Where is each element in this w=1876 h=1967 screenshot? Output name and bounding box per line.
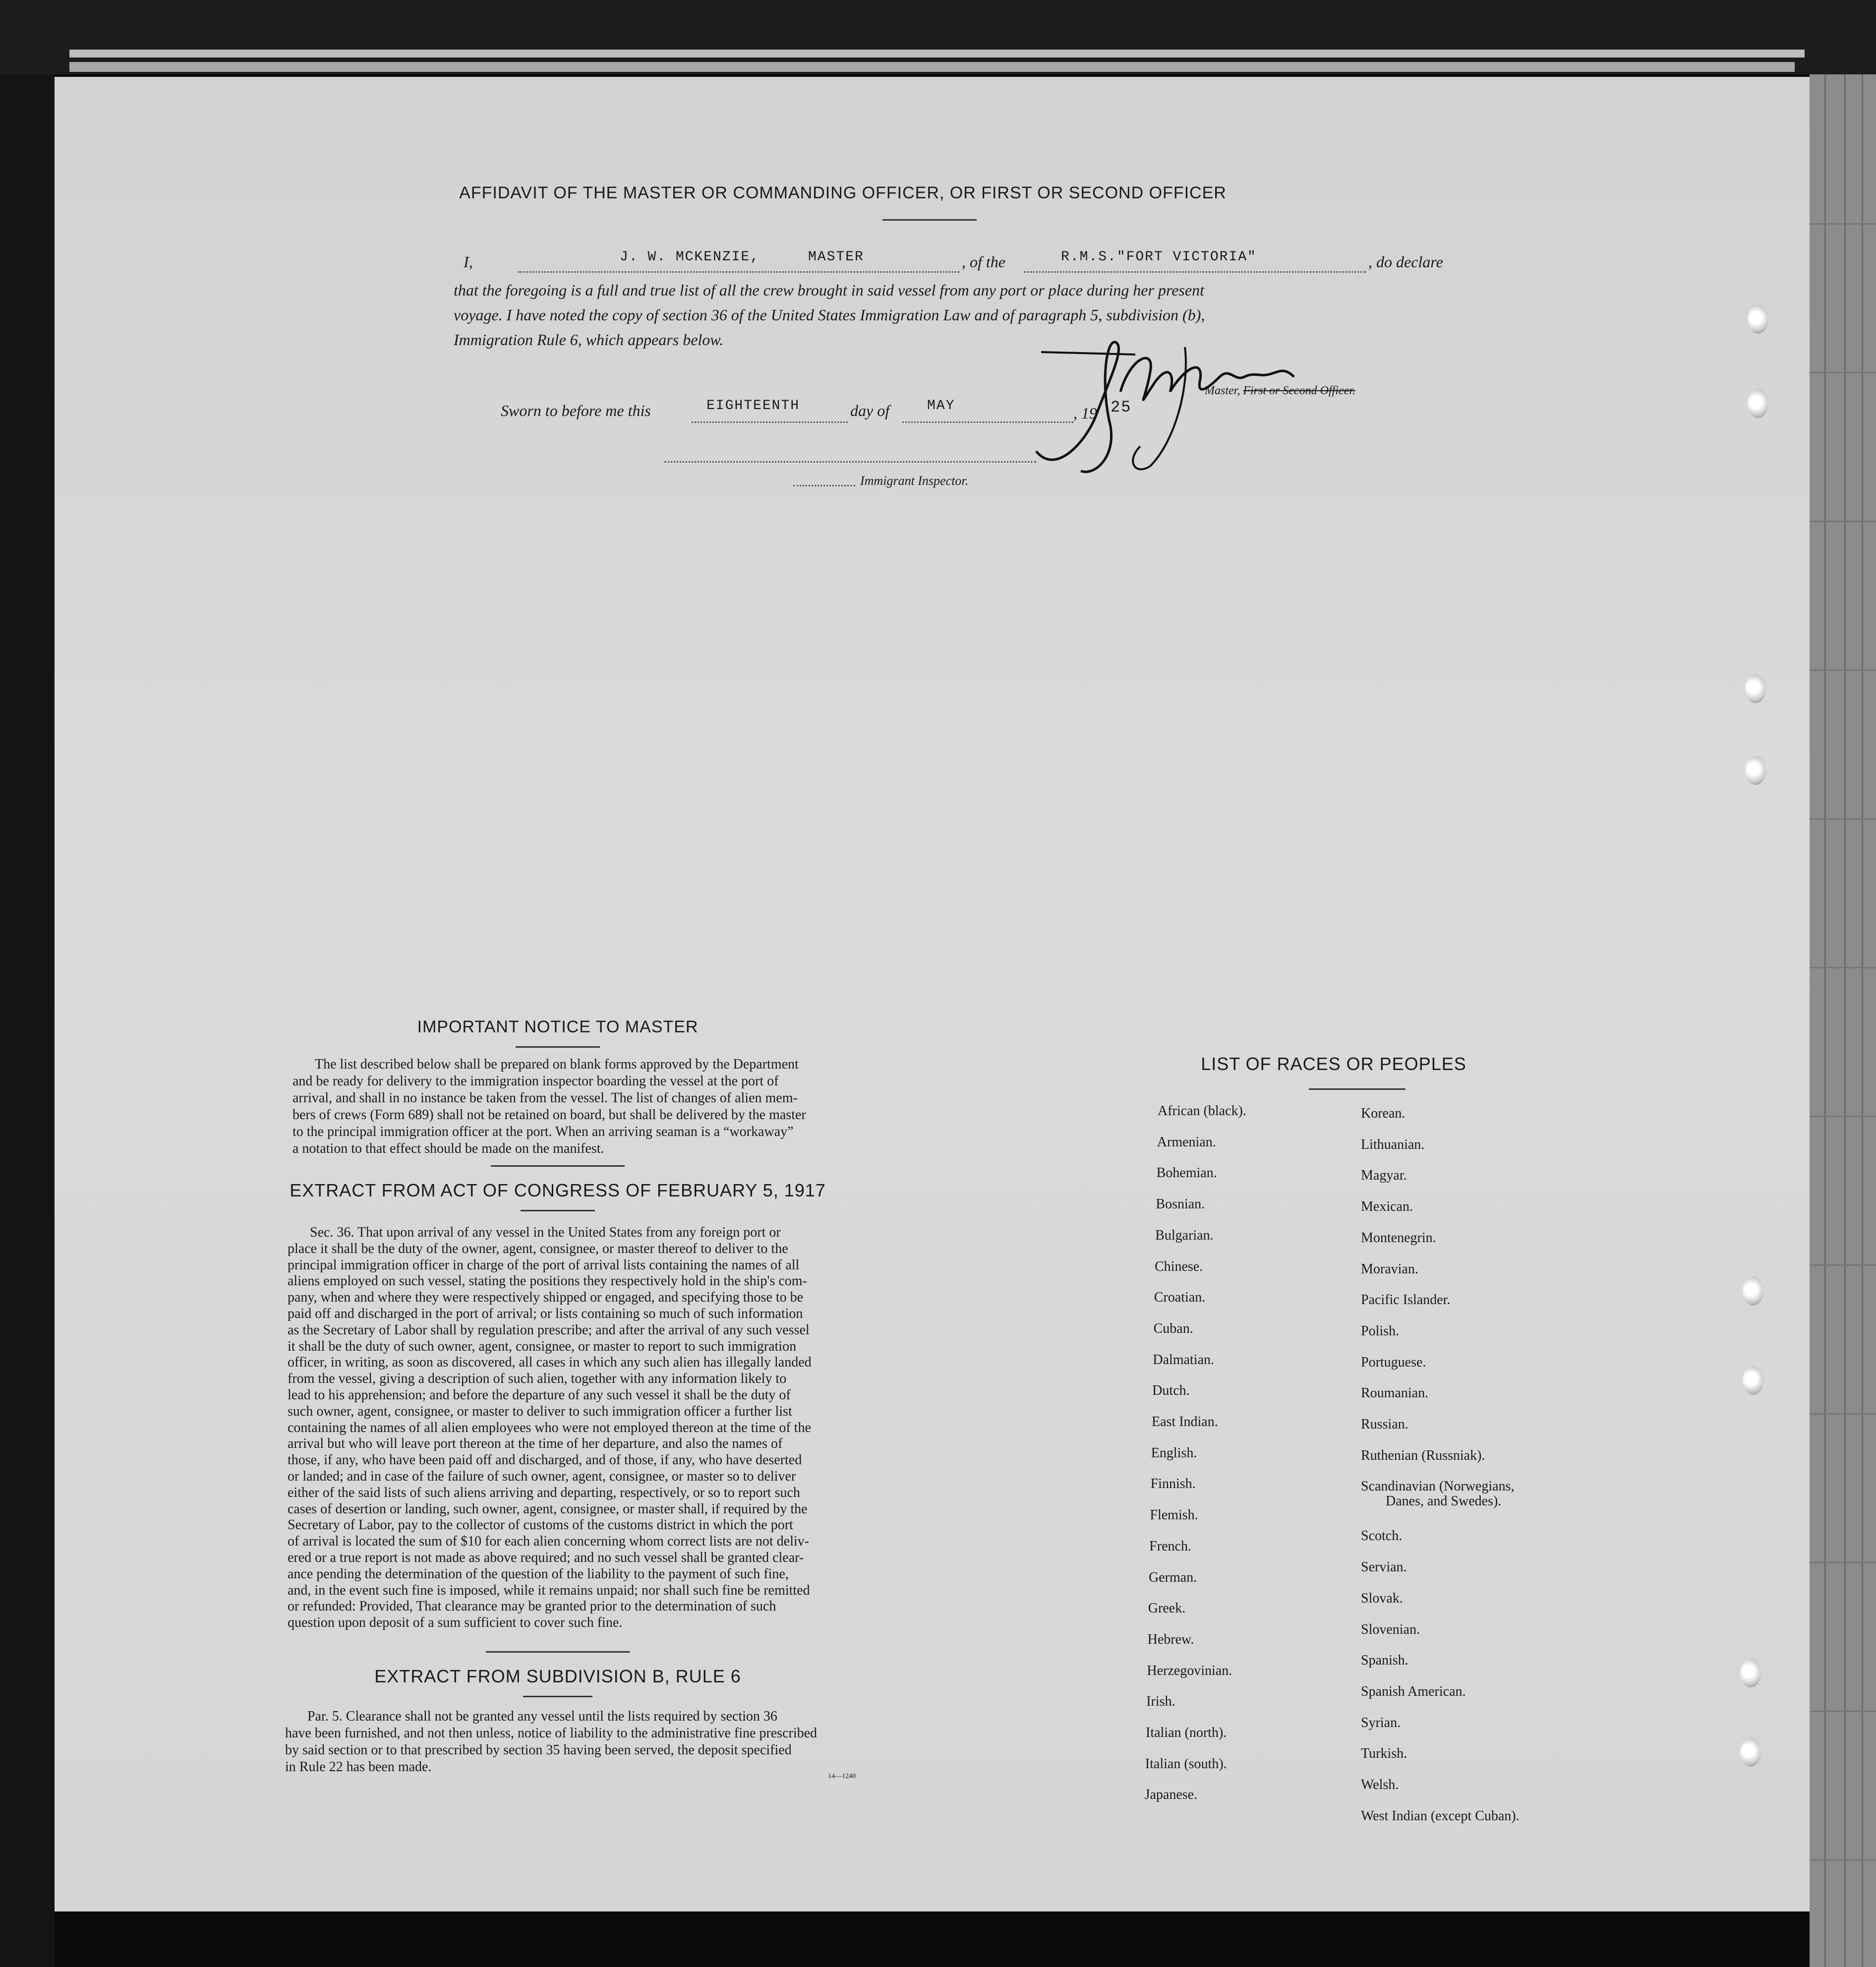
vessel-name-field: R.M.S."FORT VICTORIA" xyxy=(1061,249,1257,265)
race-item: East Indian. xyxy=(1152,1414,1218,1430)
sworn-label: Sworn to before me this xyxy=(501,402,651,419)
affidavit-title: AFFIDAVIT OF THE MASTER OR COMMANDING OFFICER, OR FIRST OR SECOND OFFICER xyxy=(459,183,1227,202)
punch-hole xyxy=(1745,756,1766,785)
punch-hole xyxy=(1743,1277,1763,1306)
notice-line: and be ready for delivery to the immigration inspector boarding the vessel at the port of xyxy=(293,1073,779,1089)
race-item: Syrian. xyxy=(1361,1715,1401,1730)
act-line: and, in the event such fine is imposed, while it remains unpaid; nor shall such fine be remitted xyxy=(288,1582,810,1598)
scan-left-edge xyxy=(0,74,55,1967)
race-item: Italian (north). xyxy=(1146,1725,1227,1740)
races-rule xyxy=(1309,1088,1406,1090)
act-line: ance pending the determination of the question of the liability to the payment of such fine, xyxy=(288,1566,789,1582)
act-line: it shall be the duty of such owner, agent, consignee, or master to report to such immigration xyxy=(288,1338,797,1354)
race-item: Scandinavian (Norwegians, xyxy=(1361,1479,1515,1494)
race-item: English. xyxy=(1151,1445,1197,1461)
race-item: Pacific Islander. xyxy=(1361,1292,1451,1308)
affidavit-i-label: I, xyxy=(464,253,473,271)
act-line: aliens employed on such vessel, stating the positions they respectively hold in the ship's com- xyxy=(288,1273,807,1289)
title-rule xyxy=(882,219,977,221)
race-item: Ruthenian (Russniak). xyxy=(1361,1447,1485,1463)
race-item: Greek. xyxy=(1148,1601,1186,1616)
race-item: Flemish. xyxy=(1150,1507,1198,1523)
of-the-label: , of the xyxy=(962,253,1005,271)
underlying-page-edge xyxy=(69,50,1805,58)
caption-struck-officer: First or Second Officer. xyxy=(1243,384,1355,397)
act-line: question upon deposit of a sum sufficient to cover such fine. xyxy=(288,1615,623,1631)
act-line: ered or a true report is not made as above required; and no such vessel shall be granted clear- xyxy=(288,1550,804,1565)
race-item: Herzegovinian. xyxy=(1147,1663,1232,1678)
race-item: Scotch. xyxy=(1361,1528,1403,1544)
notice-line: a notation to that effect should be made on the manifest. xyxy=(293,1141,604,1156)
race-item: Finnish. xyxy=(1150,1476,1196,1492)
race-item: Dutch. xyxy=(1152,1383,1190,1399)
act-line: or landed; and in case of the failure of such owner, agent, consignee, or master so to deliver xyxy=(288,1468,796,1484)
year-field: 25 xyxy=(1111,398,1132,417)
day-of-label: day of xyxy=(850,402,890,419)
sworn-month-field: MAY xyxy=(927,398,955,414)
race-item: Slovak. xyxy=(1361,1590,1403,1606)
act-line: of arrival is located the sum of $10 for each alien concerning whom correct lists are not deliv- xyxy=(288,1534,809,1550)
affidavit-line: voyage. I have noted the copy of section 36 of the United States Immigration Law and of paragraph 5, subdivision (b), xyxy=(454,306,1205,324)
signature-caption xyxy=(1205,384,1355,398)
rule-line: by said section or to that prescribed by section 35 having been served, the deposit specified xyxy=(285,1742,792,1758)
race-item: Bohemian. xyxy=(1156,1165,1217,1181)
race-item: Turkish. xyxy=(1361,1746,1407,1762)
act-extract-body xyxy=(288,1225,937,1631)
act-rule xyxy=(521,1210,595,1211)
race-item: Roumanian. xyxy=(1361,1385,1429,1401)
races-title: LIST OF RACES OR PEOPLES xyxy=(1201,1054,1466,1074)
race-item: German. xyxy=(1149,1569,1197,1585)
act-line: officer, in writing, as soon as discovered, all cases in which any such alien has illegally landed xyxy=(288,1355,812,1371)
punch-hole xyxy=(1740,1738,1761,1767)
notice-bottom-rule xyxy=(491,1165,625,1167)
race-item: Bulgarian. xyxy=(1155,1227,1214,1243)
form-number: 14—1240 xyxy=(828,1773,856,1780)
race-item: Hebrew. xyxy=(1147,1631,1194,1647)
act-line: or refunded: Provided, That clearance may be granted prior to the determination of such xyxy=(288,1599,776,1614)
act-line: either of the said lists of such aliens arriving and departing, respectively, or so to report such xyxy=(288,1485,800,1500)
rule-extract-rule xyxy=(523,1696,592,1697)
race-item: Montenegrin. xyxy=(1361,1230,1436,1246)
act-line: as the Secretary of Labor shall by regulation prescribe; and after the arrival of any such vessel xyxy=(288,1322,810,1338)
race-item: Lithuanian. xyxy=(1361,1136,1425,1152)
act-bottom-rule xyxy=(486,1651,630,1653)
act-line: Sec. 36. That upon arrival of any vessel in the United States from any foreign port or xyxy=(310,1225,781,1240)
race-item: Spanish American. xyxy=(1361,1683,1466,1699)
race-item: Cuban. xyxy=(1153,1320,1193,1336)
race-item: Welsh. xyxy=(1361,1777,1399,1792)
race-item: Magyar. xyxy=(1361,1168,1407,1184)
notice-body xyxy=(293,1056,937,1157)
race-item: Croatian. xyxy=(1154,1290,1206,1306)
affidavit-page xyxy=(55,77,1810,1911)
punch-hole xyxy=(1745,674,1766,703)
master-signature xyxy=(1026,327,1403,486)
race-item: Irish. xyxy=(1146,1694,1175,1710)
day-field-line xyxy=(692,421,848,423)
rule-line: Par. 5. Clearance shall not be granted any vessel until the lists required by section 36 xyxy=(307,1709,777,1724)
act-line: those, if any, who have been paid off and discharged, and of those, if any, who have deserted xyxy=(288,1452,802,1468)
rule-line: in Rule 22 has been made. xyxy=(285,1759,432,1775)
punch-hole xyxy=(1748,305,1768,334)
notice-title: IMPORTANT NOTICE TO MASTER xyxy=(417,1017,699,1036)
race-item: West Indian (except Cuban). xyxy=(1361,1808,1520,1824)
act-extract-title: EXTRACT FROM ACT OF CONGRESS OF FEBRUARY 5, 1917 xyxy=(290,1180,826,1200)
race-item: Servian. xyxy=(1361,1559,1407,1575)
race-item: French. xyxy=(1149,1538,1191,1554)
race-item: Bosnian. xyxy=(1156,1196,1205,1212)
act-line: Secretary of Labor, pay to the collector of customs of the customs district in which the port xyxy=(288,1517,793,1533)
act-line: place it shall be the duty of the owner, agent, consignee, or master thereof to deliver to the xyxy=(288,1241,788,1256)
race-item: Mexican. xyxy=(1361,1199,1413,1215)
act-line: lead to his apprehension; and before the departure of any such vessel it shall be the duty of xyxy=(288,1387,791,1403)
inspector-short-line xyxy=(793,485,855,486)
act-line: paid off and discharged in the port of arrival; or lists containing so much of such information xyxy=(288,1306,803,1321)
punch-hole xyxy=(1748,389,1768,418)
notice-rule xyxy=(516,1046,600,1048)
do-declare-label: , do declare xyxy=(1368,253,1443,271)
rule-extract-title: EXTRACT FROM SUBDIVISION B, RULE 6 xyxy=(374,1666,741,1686)
act-line: pany, when and where they were respectively shipped or engaged, and specifying those to be xyxy=(288,1290,804,1306)
act-line: arrival but who will leave port thereon at the time of her departure, and also the names of xyxy=(288,1436,783,1452)
inspector-label: Immigrant Inspector. xyxy=(860,474,969,488)
rule-line: have been furnished, and not then unless, notice of liability to the administrative fine prescribed xyxy=(285,1726,818,1741)
rank-field: MASTER xyxy=(808,249,864,265)
race-item: Portuguese. xyxy=(1361,1354,1426,1370)
underlying-ledger-sheet xyxy=(1810,74,1876,1967)
vessel-field-line xyxy=(1024,271,1366,273)
race-item: Italian (south). xyxy=(1145,1756,1227,1772)
race-item: Spanish. xyxy=(1361,1653,1408,1669)
inspector-signature-line xyxy=(664,461,1036,463)
notice-line: bers of crews (Form 689) shall not be retained on board, but shall be delivered by the master xyxy=(293,1107,806,1123)
act-line: cases of desertion or landing, such owner, agent, consignee, or master shall, if required by the xyxy=(288,1501,808,1517)
year-prefix: , 19 xyxy=(1073,404,1097,422)
race-item: Korean. xyxy=(1361,1106,1406,1121)
race-item: Russian. xyxy=(1361,1417,1408,1432)
underlying-page-edge xyxy=(69,62,1795,72)
race-item: Dalmatian. xyxy=(1153,1352,1215,1368)
race-item: Japanese. xyxy=(1144,1787,1198,1803)
race-item: Armenian. xyxy=(1157,1134,1216,1150)
rule-extract-body xyxy=(285,1708,935,1776)
affidavit-line: that the foregoing is a full and true list of all the crew brought in said vessel from any port or place during her present xyxy=(454,281,1204,299)
notice-line: The list described below shall be prepared on blank forms approved by the Department xyxy=(315,1057,799,1072)
notice-line: arrival, and shall in no instance be taken from the vessel. The list of changes of alien mem- xyxy=(293,1090,798,1106)
affidavit-line: Immigration Rule 6, which appears below. xyxy=(454,331,724,349)
master-name-field: J. W. MCKENZIE, xyxy=(620,249,760,265)
race-item: Slovenian. xyxy=(1361,1621,1420,1637)
name-field-line xyxy=(518,271,959,273)
sworn-day-field: EIGHTEENTH xyxy=(706,398,800,414)
race-item: Moravian. xyxy=(1361,1261,1418,1277)
notice-line: to the principal immigration officer at the port. When an arriving seaman is a “workaway” xyxy=(293,1124,794,1139)
act-line: containing the names of all alien employees who were not employed thereon at the time of the xyxy=(288,1420,811,1435)
race-item: Chinese. xyxy=(1155,1258,1203,1274)
punch-hole xyxy=(1743,1366,1763,1395)
act-line: principal immigration officer in charge of the port of arrival lists containing the names of all xyxy=(288,1257,800,1273)
race-item: African (black). xyxy=(1158,1103,1246,1119)
race-item: Polish. xyxy=(1361,1323,1400,1339)
punch-hole xyxy=(1740,1659,1761,1687)
race-item: Danes, and Swedes). xyxy=(1386,1493,1502,1509)
act-line: such owner, agent, consignee, or master to deliver to such immigration officer a further list xyxy=(288,1403,792,1419)
act-line: from the vessel, giving a description of such alien, together with any information likely to xyxy=(288,1371,787,1387)
caption-master: Master, xyxy=(1205,384,1240,397)
